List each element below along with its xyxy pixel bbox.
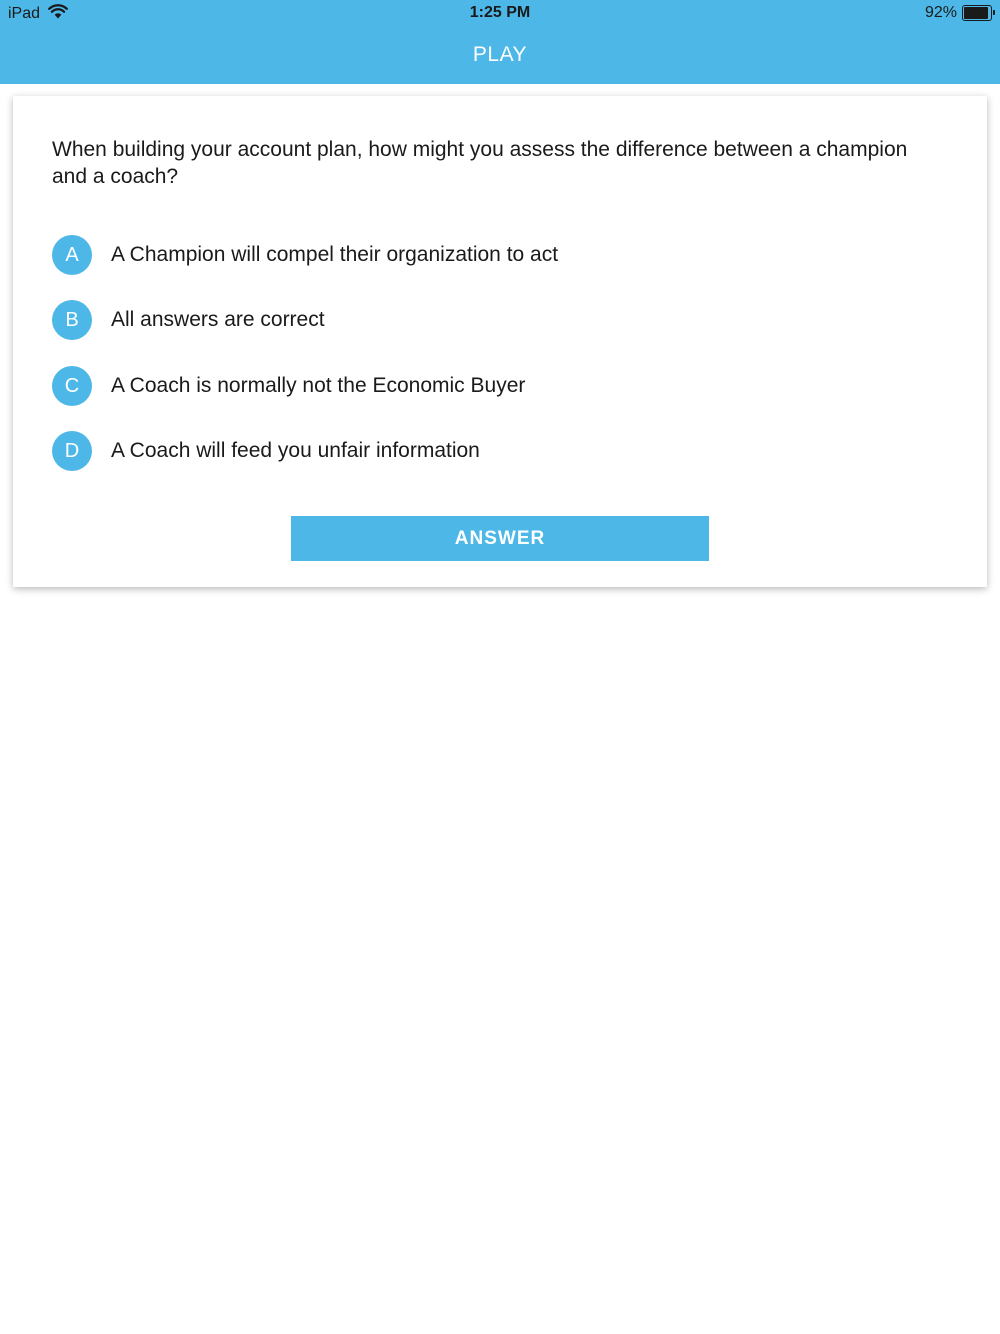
- device-name: iPad: [8, 5, 41, 22]
- option-b[interactable]: [52, 300, 325, 340]
- battery-percent: 92%: [924, 4, 957, 21]
- status-right: [925, 4, 992, 22]
- status-time: 1:25 PM: [469, 4, 531, 21]
- page-title: PLAY: [472, 43, 528, 66]
- option-a[interactable]: [52, 235, 558, 275]
- option-d[interactable]: [52, 431, 480, 471]
- option-c[interactable]: [52, 366, 525, 406]
- option-c-letter: C: [52, 366, 92, 406]
- answer-button[interactable]: ANSWER: [291, 516, 709, 561]
- battery-icon: [962, 5, 992, 21]
- option-a-text: A Champion will compel their organization to act: [111, 243, 559, 266]
- top-bar: [0, 0, 1000, 84]
- option-a-letter: A: [52, 235, 92, 275]
- option-b-text: All answers are correct: [111, 308, 325, 331]
- option-b-letter: B: [52, 300, 92, 340]
- question-card: [13, 96, 987, 587]
- battery-fill: [964, 7, 988, 19]
- option-c-text: A Coach is normally not the Economic Buyer: [111, 374, 526, 397]
- option-d-letter: D: [52, 431, 92, 471]
- option-d-text: A Coach will feed you unfair information: [111, 439, 480, 462]
- question-text: When building your account plan, how might you assess the difference between a champion and a coach?: [52, 138, 908, 188]
- status-bar: [0, 0, 1000, 28]
